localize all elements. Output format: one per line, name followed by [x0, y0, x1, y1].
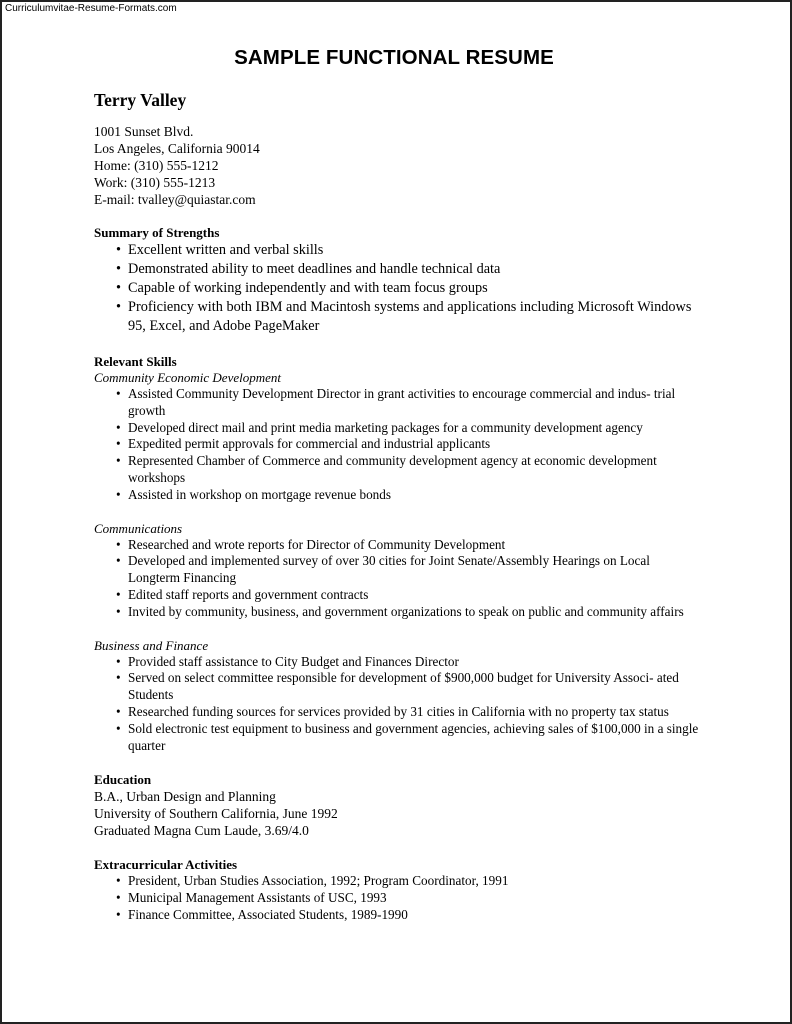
- list-item: • Demonstrated ability to meet deadlines and handle technical data: [94, 260, 704, 279]
- list-item: • Invited by community, business, and government organizations to speak on public and community affairs: [94, 604, 704, 621]
- extracurricular-heading: Extracurricular Activities: [94, 857, 238, 873]
- honors-line: Graduated Magna Cum Laude, 3.69/4.0: [94, 823, 309, 839]
- list-item: • Municipal Management Assistants of USC, 1993: [94, 890, 704, 907]
- email: E-mail: tvalley@quiastar.com: [94, 192, 256, 207]
- list-item: • Researched and wrote reports for Director of Community Development: [94, 537, 704, 554]
- list-item: • Edited staff reports and government contracts: [94, 587, 704, 604]
- list-item: • Served on select committee responsible for development of $900,000 budget for University Associ- ated Students: [94, 670, 704, 704]
- applicant-name: Terry Valley: [94, 90, 187, 110]
- home-phone: Home: (310) 555-1212: [94, 158, 219, 173]
- list-item: • Proficiency with both IBM and Macintosh systems and applications including Microsoft Windows 95, Excel, and Adobe PageMaker: [94, 298, 704, 336]
- resume-title: SAMPLE FUNCTIONAL RESUME: [234, 46, 554, 69]
- group-title: Communications: [94, 520, 183, 536]
- skills-list: [94, 386, 704, 504]
- skills-list: [94, 537, 704, 621]
- university-line: University of Southern California, June 1992: [94, 806, 338, 822]
- education-heading: Education: [94, 772, 152, 788]
- list-item: • President, Urban Studies Association, 1992; Program Coordinator, 1991: [94, 873, 704, 890]
- list-item: • Excellent written and verbal skills: [94, 241, 704, 260]
- skills-list: [94, 654, 704, 755]
- group-title: Community Economic Development: [94, 370, 282, 385]
- work-phone: Work: (310) 555-1213: [94, 175, 216, 190]
- contact-block: [94, 123, 704, 208]
- activities-list: [94, 873, 704, 923]
- list-item: • Assisted Community Development Director in grant activities to encourage commercial and indus- trial growth: [94, 386, 704, 420]
- address-line: 1001 Sunset Blvd.: [94, 124, 194, 139]
- summary-list: [94, 241, 704, 336]
- list-item: • Developed direct mail and print media marketing packages for a community development agency: [94, 420, 704, 437]
- list-item: • Developed and implemented survey of over 30 cities for Joint Senate/Assembly Hearings on Local Longterm Financing: [94, 553, 704, 587]
- list-item: • Researched funding sources for services provided by 31 cities in California with no property tax status: [94, 704, 704, 721]
- degree-line: B.A., Urban Design and Planning: [94, 789, 276, 805]
- group-title: Business and Finance: [94, 637, 209, 653]
- list-item: • Sold electronic test equipment to business and government agencies, achieving sales of $100,000 in a single quarter: [94, 721, 704, 755]
- list-item: • Assisted in workshop on mortgage revenue bonds: [94, 487, 704, 504]
- city-line: Los Angeles, California 90014: [94, 141, 260, 156]
- list-item: • Provided staff assistance to City Budget and Finances Director: [94, 654, 704, 671]
- list-item: • Capable of working independently and with team focus groups: [94, 279, 704, 298]
- summary-section: [94, 225, 704, 336]
- relevant-skills-heading: Relevant Skills: [94, 354, 177, 369]
- list-item: • Finance Committee, Associated Students, 1989-1990: [94, 907, 704, 924]
- source-watermark: Curriculumvitae-Resume-Formats.com: [5, 3, 177, 14]
- relevant-skills-section: [94, 354, 704, 754]
- education-section: [94, 772, 704, 839]
- summary-heading: Summary of Strengths: [94, 225, 220, 240]
- extracurricular-section: [94, 857, 704, 923]
- list-item: • Represented Chamber of Commerce and community development agency at economic development workshops: [94, 453, 704, 487]
- resume-document: [94, 46, 704, 924]
- list-item: • Expedited permit approvals for commercial and industrial applicants: [94, 436, 704, 453]
